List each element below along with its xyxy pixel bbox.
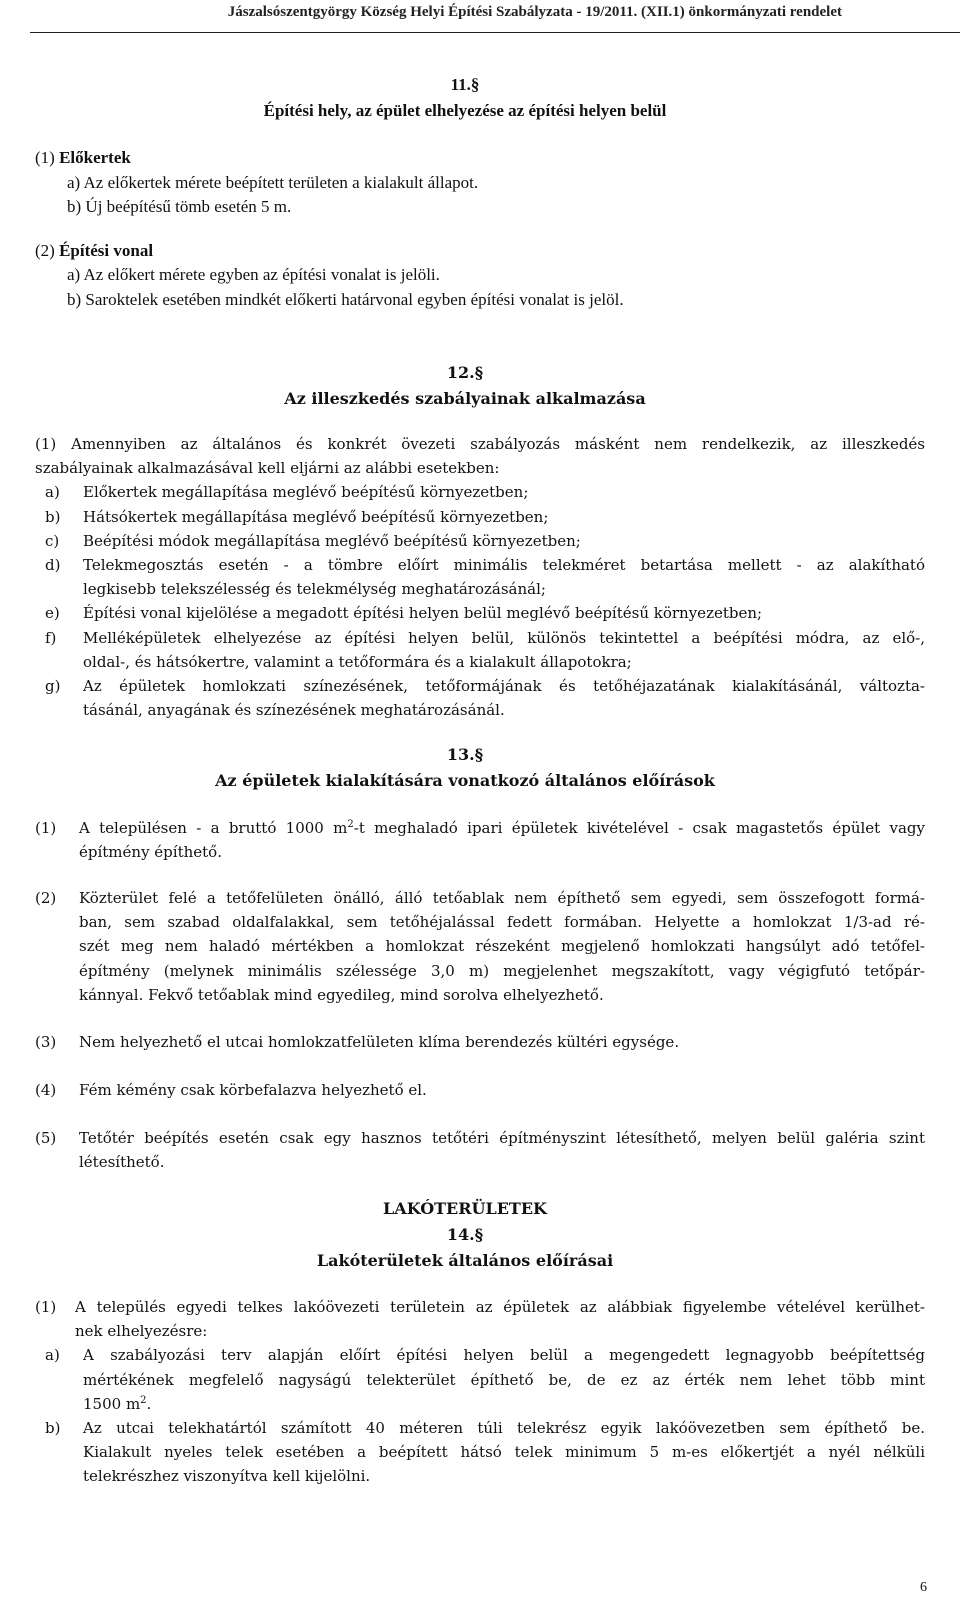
- list-marker: f): [45, 628, 57, 647]
- section-number: 11.§: [450, 75, 480, 94]
- list-item-text: Telekmegosztás esetén - a tömbre előírt minimális telekméret betartása mellett - az alakítható: [83, 556, 925, 575]
- list-item-text: legkisebb telekszélesség és telekmélység meghatározásánál;: [83, 580, 546, 599]
- section-13-p2: (2) Közterület felé a tetőfelületen önálló, álló tetőablak nem építhető sem egyedi, sem összefogott formá- ban, sem szabad oldalfalakkal, sem tetőhéjalással fedett formában. Helyette a homlokzat 1/3-ad ré- szét meg nem haladó mértékben a homlokzat részeként megjelenő homlokzati hangsúlyt adó tetőfel- építmény (melynek minimális szélessége 3,0 m) megjelenhet megszakított, vagy végigfutó tetőpár- kánnyal. Fekvő tetőablak mind egyedileg, mind sorolva elhelyezhető.: [35, 886, 925, 1007]
- list-item: [35, 674, 925, 722]
- section-title: Építési hely, az épület elhelyezése az építési helyen belül: [263, 101, 667, 120]
- section-number: 14.§: [446, 1225, 484, 1244]
- section-number: 13.§: [446, 745, 484, 764]
- paragraph-title: Előkertek: [59, 148, 131, 167]
- section-14-body: (1) A település egyedi telkes lakóövezeti területein az épületek az alábbiak figyelembe vételével kerülhet- nek elhelyezésre: a) A szabályozási terv alapján előírt építési helyen belül a megengedett legnagyobb beépítettség mértékének megfelelő nagyságú telekterület építhető be, de ez az érték nem lehet több mint 1500 $m^2$. b) Az utcai telekhatártól számított 40 méteren túli telekrész egyik lakóövezetben sem építhető be. Kialakult nyeles telek esetében a beépített hátsó telek minimum 5 m-es előkertjét a nyél nélküli telekrészhez viszonyítva kell kijelölni.: [35, 1298, 925, 1486]
- page-number: 6: [920, 1580, 927, 1595]
- list-marker: e): [45, 604, 60, 623]
- section-12-heading: [0, 360, 930, 412]
- section-11-heading: [0, 72, 930, 124]
- section-13-p4: (4) Fém kémény csak körbefalazva helyezhető el.: [35, 1081, 427, 1099]
- section-13-p3: (3) Nem helyezhető el utcai homlokzatfelületen klíma berendezés kültéri egysége.: [35, 1033, 680, 1051]
- list-item-text: Hátsókertek megállapítása meglévő beépítésű környezetben;: [83, 507, 549, 526]
- paragraph-line: Közterület felé a tetőfelületen önálló, álló tetőablak nem építhető sem egyedi, sem összefogott formá-: [79, 889, 925, 907]
- list-item-text: Az épületek homlokzati színezésének, tetőformájának és tetőhéjazatának kialakításánál, változta-: [83, 677, 925, 696]
- section-title: Lakóterületek általános előírásai: [316, 1251, 614, 1270]
- running-header: Jászalsószentgyörgy Község Helyi Építési Szabályzata - 19/2011. (XII.1) önkormányzati rendelet: [227, 4, 842, 20]
- list-item: a) Az előkertek mérete beépített területen a kialakult állapot.: [67, 172, 479, 192]
- section-number: 12.§: [446, 363, 484, 382]
- list-item-text: oldal-, és hátsókertre, valamint a tetőformára és a kialakult állapotokra;: [83, 652, 632, 671]
- list-item-text: Építési vonal kijelölése a megadott építési helyen belül meglévő beépítésű környezetben;: [83, 604, 763, 623]
- paragraph-line: kánnyal. Fekvő tetőablak mind egyedileg, mind sorolva elhelyezhető.: [79, 985, 604, 1004]
- section-title: Az illeszkedés szabályainak alkalmazása: [284, 389, 646, 408]
- section-12-body: [35, 432, 925, 722]
- list-item-text: tásánál, anyagának és színezésének meghatározásánál.: [83, 701, 505, 720]
- paragraph-line: (1) Amennyiben az általános és konkrét övezeti szabályozás másként nem rendelkezik, az illeszkedés: [35, 435, 925, 453]
- paragraph-line: építmény (melynek minimális szélessége 3,0 m) megjelenhet megszakított, vagy végigfutó tetőpár-: [79, 961, 925, 980]
- chapter-heading: LAKÓTERÜLETEK: [383, 1199, 547, 1218]
- list-item-text: Beépítési módok megállapítása meglévő beépítésű környezetben;: [83, 531, 581, 550]
- section-14-heading: [0, 1196, 930, 1274]
- list-marker: d): [45, 556, 61, 575]
- list-item: a) Az előkert mérete egyben az építési vonalat is jelöli.: [67, 265, 440, 284]
- list-marker: b): [45, 507, 61, 526]
- list-item: [35, 529, 925, 553]
- section-13-heading: [0, 742, 930, 794]
- list-item: b) Új beépítésű tömb esetén 5 m.: [67, 197, 292, 216]
- list-item: [35, 626, 925, 674]
- section-13-p5: (5) Tetőtér beépítés esetén csak egy hasznos tetőtéri építményszint létesíthető, melyen belül galéria szint létesíthető.: [35, 1129, 925, 1172]
- list-item: b) Saroktelek esetében mindkét előkerti határvonal egyben építési vonalat is jelöl.: [67, 289, 624, 309]
- list-item: [35, 601, 925, 625]
- paragraph-line: szét meg nem haladó mértékben a homlokzat részeként megjelenő homlokzati hangsúlyt adó tetőfel-: [79, 937, 925, 956]
- list-item-text: Előkertek megállapítása meglévő beépítésű környezetben;: [83, 483, 529, 502]
- list-item: [35, 553, 925, 601]
- list-item-text: Melléképületek elhelyezése az építési helyen belül, különös tekintettel a beépítési módra, az elő-,: [83, 628, 925, 647]
- list-item: [35, 480, 925, 504]
- list-item: [35, 505, 925, 529]
- section-13-p1: (1) A településen - a bruttó 1000 $m^2-t$ meghaladó ipari épületek kivételével - csak magastetős épület vagy építmény építhető.: [35, 819, 925, 862]
- list-marker: c): [45, 531, 60, 550]
- section-title: Az épületek kialakítására vonatkozó általános előírások: [215, 771, 715, 790]
- paragraph-title: Építési vonal: [59, 240, 154, 260]
- section-12-list: [35, 480, 925, 722]
- section-11-body: (1) Előkertek a) Az előkertek mérete beépített területen a kialakult állapot. b) Új beépítésű tömb esetén 5 m. (2) Építési vonal a) Az előkert mérete egyben az építési vonalat is jelöli. b) Saroktelek esetében mindkét előkerti határvonal egyben építési vonalat is jelöl.: [35, 146, 925, 312]
- header-rule: [30, 32, 960, 33]
- list-marker: g): [45, 677, 61, 696]
- paragraph-line: szabályainak alkalmazásával kell eljárni az alábbi esetekben:: [35, 459, 500, 478]
- paragraph-line: ban, sem szabad oldalfalakkal, sem tetőhéjalással fedett formában. Helyette a homlokzat 1/3-ad ré-: [79, 913, 925, 932]
- list-marker: a): [45, 483, 60, 502]
